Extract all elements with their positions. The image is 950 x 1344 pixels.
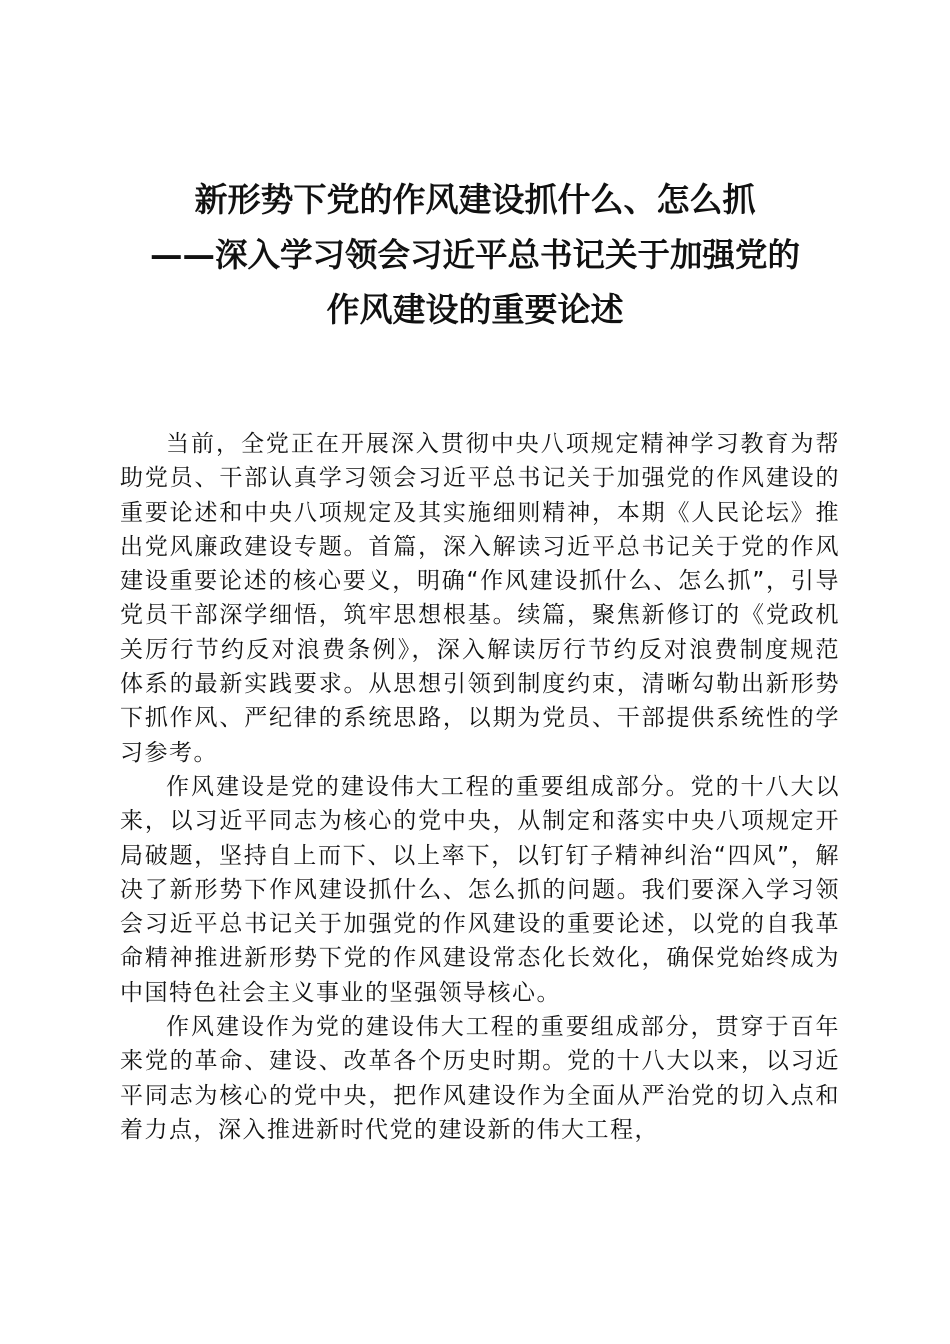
- paragraph-2: 作风建设是党的建设伟大工程的重要组成部分。党的十八大以来，以习近平同志为核心的党中央，从制定和落实中央八项规定开局破题，坚持自上而下、以上率下，以钉钉子精神纠治“四风”，解决了新形势下作风建设抓什么、怎么抓的问题。我们要深入学习领会习近平总书记关于加强党的作风建设的重要论述，以党的自我革命精神推进新形势下党的作风建设常态化长效化，确保党始终成为中国特色社会主义事业的坚强领导核心。: [120, 773, 840, 1006]
- title-subtitle-line-1: ——深入学习领会习近平总书记关于加强党的: [149, 235, 800, 274]
- document-body: [120, 427, 840, 1147]
- paragraph-intro: 当前，全党正在开展深入贯彻中央八项规定精神学习教育为帮助党员、干部认真学习领会习近平总书记关于加强党的作风建设的重要论述和中央八项规定及其实施细则精神，本期《人民论坛》推出党风廉政建设专题。首篇，深入解读习近平总书记关于党的作风建设重要论述的核心要义，明确“作风建设抓什么、怎么抓”，引导党员干部深学细悟，筑牢思想根基。续篇，聚焦新修订的《党政机关厉行节约反对浪费条例》，深入解读厉行节约反对浪费制度规范体系的最新实践要求。从思想引领到制度约束，清晰勾勒出新形势下抓作风、严纪律的系统思路，以期为党员、干部提供系统性的学习参考。: [120, 431, 840, 766]
- paragraph-3: 作风建设作为党的建设伟大工程的重要组成部分，贯穿于百年来党的革命、建设、改革各个历史时期。党的十八大以来，以习近平同志为核心的党中央，把作风建设作为全面从严治党的切入点和着力点，深入推进新时代党的建设新的伟大工程，: [120, 1014, 840, 1143]
- title-main: 新形势下党的作风建设抓什么、怎么抓: [194, 180, 756, 219]
- document-title: [100, 172, 850, 337]
- title-subtitle-line-2: 作风建设的重要论述: [326, 290, 624, 329]
